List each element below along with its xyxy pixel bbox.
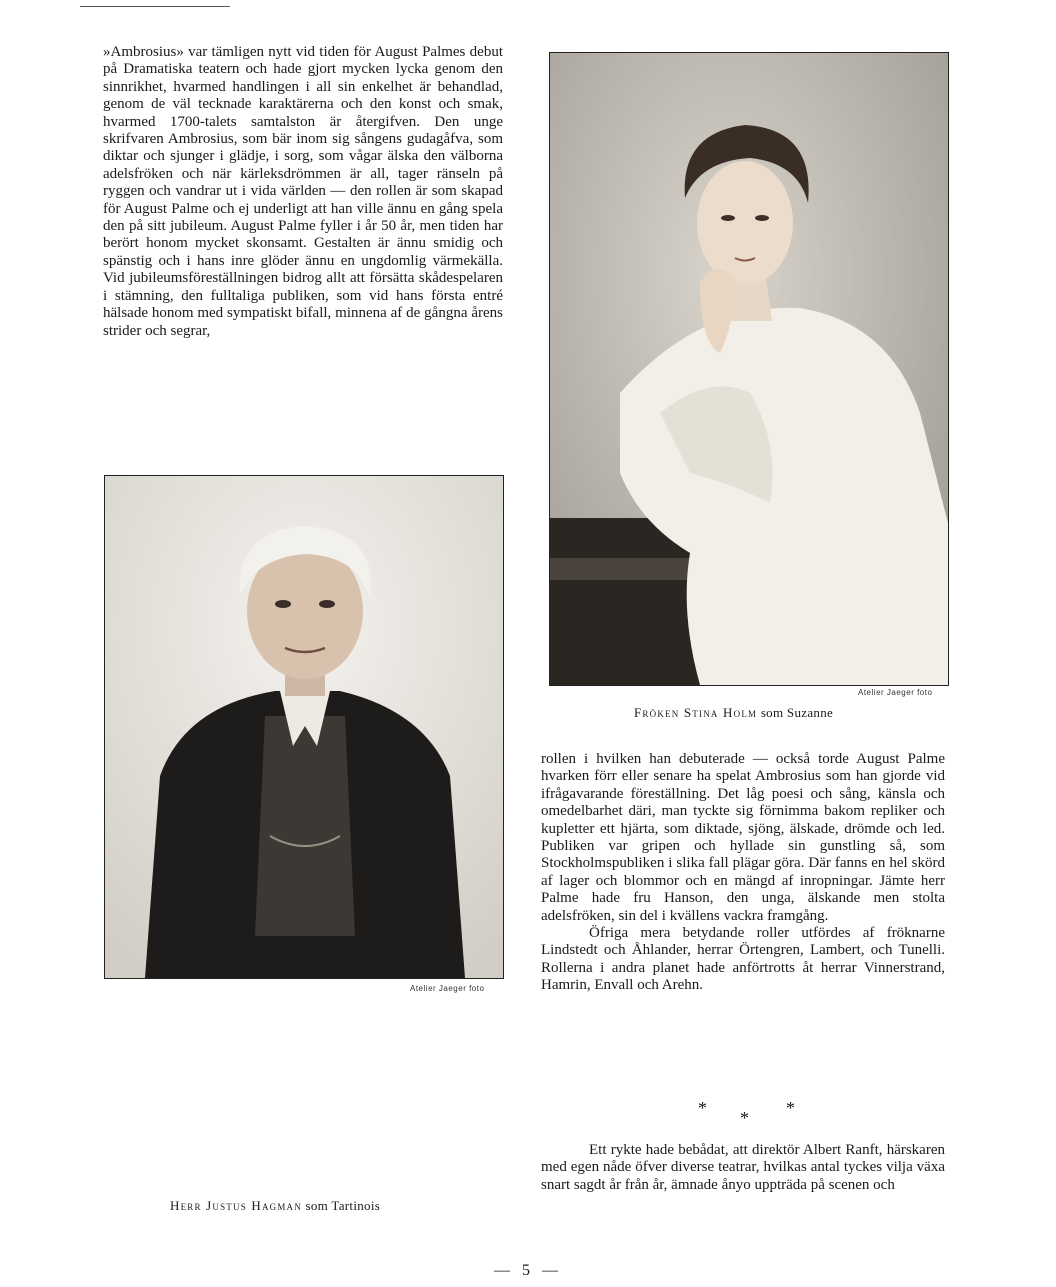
left-paragraph: »Ambrosius» var tämligen nytt vid tiden för August Palmes debut på Dramatiska teatern och hade gjort mycken lycka genom den sinnrikhet, hvarmed handlingen i all sin enkelhet är behandlad, genom de väl tecknade karaktärerna och den konst och smak, hvarmed 1700-talets samtalston är återgifven. Den unge skrifvaren Ambrosius, som bär inom sig sångens gudagåfva, som diktar och sjunger i glädje, i sorg, som vågar älska den välborna adelsfröken och när kärleksdrömmen är all, tager ränseln på ryggen och vandrar ut i vida världen — den rollen är som skapad för August Palme och ej underligt att han ville ännu en gång spela den på sitt jubileum. August Palme fyller i år 50 år, men tiden har berört honom mycket skonsamt. Gestalten är ännu smidig och spänstig och i hans inre glöder ännu en ungdomlig värmekälla. Vid jubileumsföreställningen bidrog allt att försätta skådespelaren i stämning, den fulltaliga publiken, som vid hans första entré hälsade honom med sympatiskt bifall, minnena af de gångna årens strider och segrar, (103, 44, 503, 339)
header-rule (80, 6, 230, 7)
caption-holm-role: som Suzanne (760, 705, 834, 720)
right-paragraph-1: rollen i hvilken han debuterade — också torde August Palme hvarken förr eller senare ha spelat Ambrosius som han gjorde vid ifrågavarande föreställning. Det låg poesi och sång, känsla och omedelbarhet däri, man tyckte sig förnimma bakom repliker och kupletter ett hjärta, som diktade, sjöng, älskade, drömde och led. Publiken var gripen och hyllade sin gunstling så, som Stockholmspubliken i slika fall plägar göra. Där fanns en hel skörd af lager och blommor och en mängd af inropningar. Jämte herr Palme hade fru Hanson, den unga, älskande men stolta adelsfröken, sin del i kvällens vackra framgång. (541, 751, 945, 924)
right-column-text (541, 751, 945, 995)
asterism-star: * (698, 1098, 707, 1118)
caption-hagman (170, 1198, 380, 1214)
section-asterism (670, 1098, 820, 1138)
photo-justus-hagman (104, 475, 504, 979)
photo-credit-hagman: Atelier Jaeger foto (410, 984, 485, 993)
caption-hagman-role: som Tartinois (305, 1198, 381, 1213)
left-column-text (103, 44, 503, 340)
photo-stina-holm (549, 52, 949, 686)
portrait-man-illustration (105, 476, 503, 978)
caption-holm-name: Fröken Stina Holm (634, 705, 758, 720)
asterism-star: * (740, 1108, 749, 1128)
page-number: — 5 — (494, 1262, 562, 1279)
right-paragraph-2: Öfriga mera betydande roller utfördes af fröknarne Lindstedt och Åhlander, herrar Örtengren, Lambert, och Tunelli. Rollerna i andra planet hade anförtrotts åt herrar Vinnerstrand, Hamrin, Envall och Arehn. (541, 925, 945, 994)
right-paragraph-3: Ett rykte hade bebådat, att direktör Albert Ranft, härskaren med egen nåde öfver diverse teatrar, hvilkas antal tyckes vilja växa snart sagdt år från år, ämnade ånyo uppträda på scenen och (541, 1142, 945, 1193)
right-column-text-continued (541, 1142, 945, 1194)
caption-hagman-name: Herr Justus Hagman (170, 1198, 302, 1213)
caption-holm (634, 705, 833, 721)
photo-credit-holm: Atelier Jaeger foto (858, 688, 933, 697)
portrait-woman-illustration (550, 53, 948, 685)
asterism-star: * (786, 1098, 795, 1118)
